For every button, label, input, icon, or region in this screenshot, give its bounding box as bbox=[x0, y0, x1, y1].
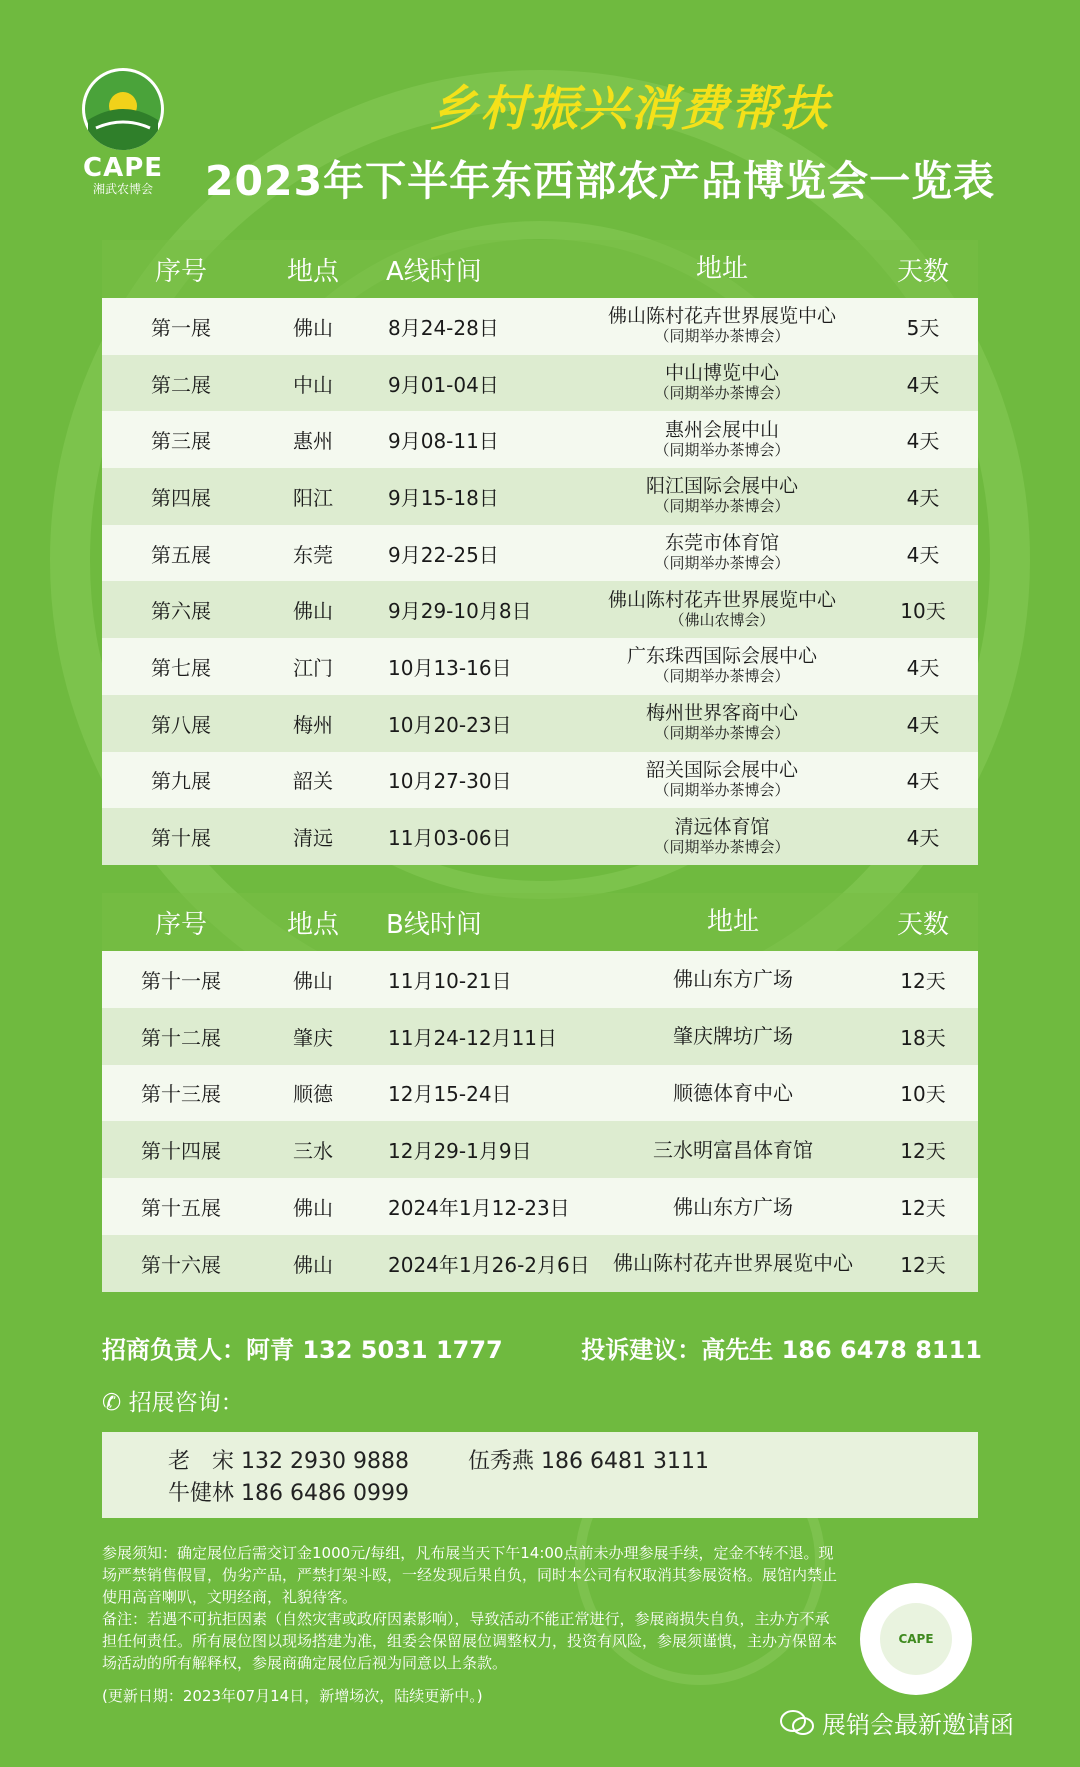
cell-no: 第一展 bbox=[151, 315, 211, 340]
cell-city: 佛山 bbox=[293, 315, 333, 340]
cell-no: 第十一展 bbox=[141, 968, 221, 993]
logo-emblem-icon bbox=[82, 68, 164, 150]
cell-city: 东莞 bbox=[293, 542, 333, 567]
cell-address bbox=[576, 646, 868, 686]
cell-no: 第四展 bbox=[151, 485, 211, 510]
address-note: （同期举办茶博会） bbox=[654, 780, 790, 799]
cell-time: 11月10-21日 bbox=[388, 968, 512, 993]
table-b-header bbox=[102, 893, 978, 951]
cell-no: 第十五展 bbox=[141, 1196, 221, 1221]
header-address: 地址 bbox=[695, 254, 748, 284]
cell-address: 佛山东方广场 bbox=[673, 967, 793, 992]
address-main: 广东珠西国际会展中心 bbox=[626, 645, 817, 668]
notes-terms: 参展须知：确定展位后需交订金1000元/每组，凡布展当天下午14:00点前未办理参展手续，定金不转不退。现场严禁销售假冒，伪劣产品，严禁打架斗殴，一经发现后果自负，同时本公司有权取消其参展资格。展馆内禁止使用高音喇叭，文明经商，礼貌待客。 bbox=[102, 1544, 838, 1606]
address-main: 梅州世界客商中心 bbox=[645, 702, 798, 725]
wechat-label bbox=[780, 1705, 1014, 1740]
table-row bbox=[102, 468, 978, 525]
address-note: （同期举办茶博会） bbox=[654, 837, 790, 856]
table-b bbox=[102, 893, 978, 1292]
cell-days: 4天 bbox=[906, 655, 940, 680]
address-note: （同期举办茶博会） bbox=[654, 384, 790, 403]
cell-address bbox=[576, 306, 868, 346]
address-main: 阳江国际会展中心 bbox=[645, 475, 798, 498]
header-time: B线时间 bbox=[386, 909, 482, 940]
cell-time: 11月24-12月11日 bbox=[388, 1025, 558, 1050]
cell-days: 4天 bbox=[906, 826, 940, 851]
cell-no: 第五展 bbox=[151, 542, 211, 567]
table-row bbox=[102, 1008, 978, 1065]
cell-days: 12天 bbox=[900, 1252, 946, 1277]
cell-address: 三水明富昌体育馆 bbox=[653, 1137, 813, 1162]
slogan: 乡村振兴消费帮扶 bbox=[430, 81, 831, 137]
consult-label-text: 招展咨询： bbox=[128, 1390, 244, 1416]
cell-city: 佛山 bbox=[293, 1252, 333, 1277]
table-a-header bbox=[102, 240, 978, 298]
cell-city: 佛山 bbox=[293, 968, 333, 993]
cell-days: 4天 bbox=[906, 712, 940, 737]
wechat-text: 展销会最新邀请函 bbox=[822, 1711, 1014, 1739]
cell-time: 10月20-23日 bbox=[388, 712, 512, 737]
cell-address bbox=[576, 533, 868, 573]
table-row bbox=[102, 355, 978, 412]
cell-address bbox=[576, 363, 868, 403]
lead-contact: 招商负责人：阿青 132 5031 1777 bbox=[102, 1336, 503, 1364]
cell-no: 第六展 bbox=[151, 599, 211, 624]
cell-days: 10天 bbox=[900, 1082, 946, 1107]
address-note: （同期举办茶博会） bbox=[654, 440, 790, 459]
cell-days: 4天 bbox=[906, 485, 940, 510]
cell-no: 第八展 bbox=[151, 712, 211, 737]
table-row bbox=[102, 581, 978, 638]
cell-time: 9月08-11日 bbox=[388, 429, 499, 454]
address-main: 佛山陈村花卉世界展览中心 bbox=[607, 305, 836, 328]
table-row bbox=[102, 808, 978, 865]
cell-time: 10月13-16日 bbox=[388, 655, 512, 680]
table-row bbox=[102, 411, 978, 468]
cell-city: 佛山 bbox=[293, 1196, 333, 1221]
cell-time: 2024年1月12-23日 bbox=[388, 1196, 570, 1221]
cell-address bbox=[576, 590, 868, 630]
logo-text: CAPE bbox=[82, 153, 164, 183]
header-days: 天数 bbox=[896, 909, 949, 940]
header-no: 序号 bbox=[154, 256, 207, 287]
cell-days: 12天 bbox=[900, 968, 946, 993]
table-a-body bbox=[102, 298, 978, 865]
notes bbox=[102, 1542, 842, 1674]
table-row bbox=[102, 1065, 978, 1122]
header-address: 地址 bbox=[706, 907, 759, 937]
update-date: (更新日期：2023年07月14日，新增场次，陆续更新中。) bbox=[102, 1687, 483, 1705]
table-row bbox=[102, 951, 978, 1008]
wechat-icon bbox=[780, 1710, 814, 1736]
cell-address: 顺德体育中心 bbox=[673, 1080, 793, 1105]
address-main: 惠州会展中山 bbox=[664, 418, 779, 441]
cell-no: 第十二展 bbox=[141, 1025, 221, 1050]
cell-city: 佛山 bbox=[293, 599, 333, 624]
consult-label bbox=[102, 1384, 244, 1417]
consult-person: 伍秀燕 186 6481 3111 bbox=[468, 1449, 709, 1474]
address-note: （同期举办茶博会） bbox=[654, 667, 790, 686]
table-row bbox=[102, 752, 978, 809]
qr-logo: CAPE bbox=[880, 1603, 952, 1675]
cell-city: 顺德 bbox=[293, 1082, 333, 1107]
cell-days: 4天 bbox=[906, 542, 940, 567]
qr-code[interactable] bbox=[860, 1583, 972, 1695]
cell-address bbox=[576, 476, 868, 516]
cell-city: 三水 bbox=[293, 1139, 333, 1164]
cell-days: 4天 bbox=[906, 769, 940, 794]
cell-address bbox=[576, 420, 868, 460]
address-main: 佛山陈村花卉世界展览中心 bbox=[607, 588, 836, 611]
header-no: 序号 bbox=[154, 909, 207, 940]
address-main: 东莞市体育馆 bbox=[664, 532, 779, 555]
contact-line bbox=[102, 1330, 982, 1365]
cell-time: 9月29-10月8日 bbox=[388, 599, 532, 624]
notes-remarks: 备注：若遇不可抗拒因素（自然灾害或政府因素影响），导致活动不能正常进行，参展商损失自负，主办方不承担任何责任。所有展位图以现场搭建为准，组委会保留展位调整权力，投资有风险，参展须谨慎，主办方保留本场活动的所有解释权，参展商确定展位后视为同意以上条款。 bbox=[102, 1610, 838, 1672]
complaint-contact: 投诉建议：高先生 186 6478 8111 bbox=[581, 1336, 982, 1364]
cell-address bbox=[576, 817, 868, 857]
cell-no: 第十展 bbox=[151, 826, 211, 851]
consult-person: 牛健林 186 6486 0999 bbox=[168, 1481, 409, 1506]
cell-city: 肇庆 bbox=[293, 1025, 333, 1050]
cell-no: 第三展 bbox=[151, 429, 211, 454]
cell-time: 8月24-28日 bbox=[388, 315, 499, 340]
cell-city: 惠州 bbox=[293, 429, 333, 454]
table-row bbox=[102, 695, 978, 752]
table-b-body bbox=[102, 951, 978, 1292]
address-main: 清远体育馆 bbox=[674, 815, 770, 838]
address-note: （同期举办茶博会） bbox=[654, 327, 790, 346]
cell-no: 第十四展 bbox=[141, 1139, 221, 1164]
cell-time: 12月29-1月9日 bbox=[388, 1139, 532, 1164]
phone-icon: ✆ bbox=[102, 1390, 122, 1416]
address-note: （同期举办茶博会） bbox=[654, 554, 790, 573]
cell-address bbox=[576, 760, 868, 800]
cell-days: 4天 bbox=[906, 429, 940, 454]
cell-time: 9月22-25日 bbox=[388, 542, 499, 567]
cell-city: 中山 bbox=[293, 372, 333, 397]
table-row bbox=[102, 298, 978, 355]
table-row bbox=[102, 1235, 978, 1292]
cell-days: 18天 bbox=[900, 1025, 946, 1050]
cell-no: 第七展 bbox=[151, 655, 211, 680]
cell-days: 10天 bbox=[900, 599, 946, 624]
cape-logo bbox=[78, 68, 168, 196]
cell-no: 第九展 bbox=[151, 769, 211, 794]
address-note: （同期举办茶博会） bbox=[654, 497, 790, 516]
header-time: A线时间 bbox=[386, 256, 482, 287]
cell-address: 佛山陈村花卉世界展览中心 bbox=[613, 1251, 853, 1276]
cell-city: 阳江 bbox=[293, 485, 333, 510]
cell-no: 第二展 bbox=[151, 372, 211, 397]
header-days: 天数 bbox=[896, 256, 949, 287]
cell-time: 9月01-04日 bbox=[388, 372, 499, 397]
cell-time: 9月15-18日 bbox=[388, 485, 499, 510]
cell-city: 梅州 bbox=[293, 712, 333, 737]
cell-city: 江门 bbox=[293, 655, 333, 680]
logo-subtext: 湘武农博会 bbox=[92, 182, 153, 196]
consult-person: 老 宋 132 2930 9888 bbox=[168, 1449, 409, 1474]
cell-days: 12天 bbox=[900, 1139, 946, 1164]
cell-city: 清远 bbox=[293, 826, 333, 851]
table-a bbox=[102, 240, 978, 865]
cell-time: 10月27-30日 bbox=[388, 769, 512, 794]
table-row bbox=[102, 525, 978, 582]
cell-no: 第十六展 bbox=[141, 1252, 221, 1277]
cell-time: 2024年1月26-2月6日 bbox=[388, 1252, 590, 1277]
address-note: （同期举办茶博会） bbox=[654, 724, 790, 743]
cell-no: 第十三展 bbox=[141, 1082, 221, 1107]
header-city: 地点 bbox=[286, 256, 339, 287]
cell-address bbox=[576, 703, 868, 743]
cell-city: 韶关 bbox=[293, 769, 333, 794]
address-note: （佛山农博会） bbox=[669, 610, 775, 629]
cell-address: 肇庆牌坊广场 bbox=[673, 1024, 793, 1049]
cell-days: 5天 bbox=[906, 315, 940, 340]
address-main: 韶关国际会展中心 bbox=[645, 758, 798, 781]
table-row bbox=[102, 638, 978, 695]
address-main: 中山博览中心 bbox=[664, 362, 779, 385]
cell-days: 12天 bbox=[900, 1196, 946, 1221]
cell-time: 12月15-24日 bbox=[388, 1082, 512, 1107]
consult-box bbox=[102, 1432, 978, 1518]
cell-time: 11月03-06日 bbox=[388, 826, 512, 851]
header-city: 地点 bbox=[286, 909, 339, 940]
cell-address: 佛山东方广场 bbox=[673, 1194, 793, 1219]
page-title: 2023年下半年东西部农产品博览会一览表 bbox=[205, 157, 996, 205]
cell-days: 4天 bbox=[906, 372, 940, 397]
table-row bbox=[102, 1178, 978, 1235]
table-row bbox=[102, 1121, 978, 1178]
